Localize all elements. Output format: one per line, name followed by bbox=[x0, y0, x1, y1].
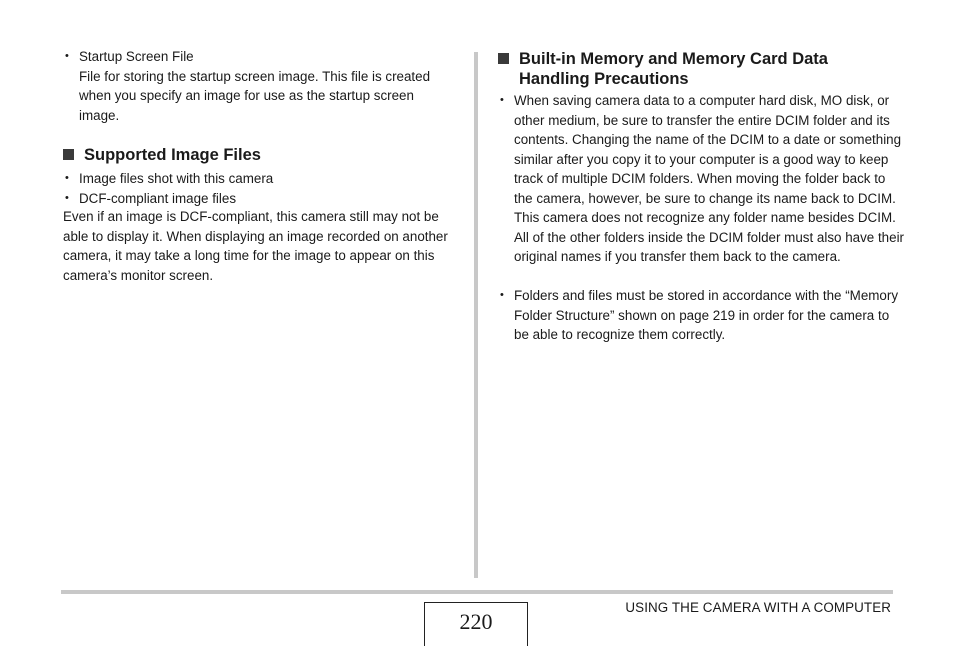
bullet-saving-camera-data bbox=[498, 91, 906, 267]
list-item-text: Image files shot with this camera bbox=[79, 171, 274, 186]
footer-section-title: USING THE CAMERA WITH A COMPUTER bbox=[625, 600, 891, 615]
square-bullet-icon bbox=[63, 149, 74, 160]
bullet-description: File for storing the startup screen image. This file is created when you specify an image for use as the startup screen image. bbox=[79, 68, 431, 123]
section-heading-supported-image-files bbox=[63, 145, 477, 165]
list-item-text: DCF-compliant image files bbox=[79, 190, 237, 206]
column-divider bbox=[474, 52, 478, 578]
bullet-text: When saving camera data to a computer hard disk, MO disk, or other medium, be sure to transfer the entire DCIM folder and its contents. Changing the name of the DCIM to a date or something similar after you copy it to your computer is a good way to keep track of multiple DCIM folders. When moving the folder back to the camera, however, be sure to change its name back to DCIM. This camera does not recognize any folder name besides DCIM. bbox=[514, 93, 902, 225]
bullet-startup-screen-file bbox=[63, 47, 472, 125]
square-bullet-icon bbox=[498, 53, 509, 64]
list-item bbox=[63, 189, 456, 209]
bullet-icon: • bbox=[65, 191, 69, 204]
list-item bbox=[63, 169, 456, 189]
bullet-title: Startup Screen File bbox=[79, 49, 194, 64]
section-heading-memory-precautions bbox=[498, 49, 911, 89]
bullet-icon: • bbox=[500, 94, 504, 106]
bullet-extra-text: All of the other folders inside the DCIM folder must also have their original names if you transfer them back to the camera. bbox=[514, 229, 905, 264]
bullet-icon: • bbox=[65, 50, 69, 62]
bullet-icon: • bbox=[65, 172, 69, 184]
page-number: 220 bbox=[424, 602, 528, 646]
bullet-icon: • bbox=[500, 289, 504, 301]
supported-paragraph: Even if an image is DCF-compliant, this camera still may not be able to display it. When displaying an image recorded on another camera, it may take a long time for the image to appear on this camera’s monitor screen. bbox=[63, 209, 448, 283]
bullet-folder-structure bbox=[498, 286, 906, 345]
heading-line-1: Built-in Memory and Memory Card Data bbox=[519, 50, 828, 68]
bullet-text: Folders and files must be stored in accordance with the “Memory Folder Structure” shown on page 219 in order for the camera to be able to recognize them correctly. bbox=[514, 288, 899, 342]
heading-line-2: Handling Precautions bbox=[519, 70, 689, 88]
footer-rule bbox=[61, 590, 893, 594]
heading-text: Supported Image Files bbox=[84, 146, 261, 164]
supported-bullet-list bbox=[63, 169, 456, 208]
